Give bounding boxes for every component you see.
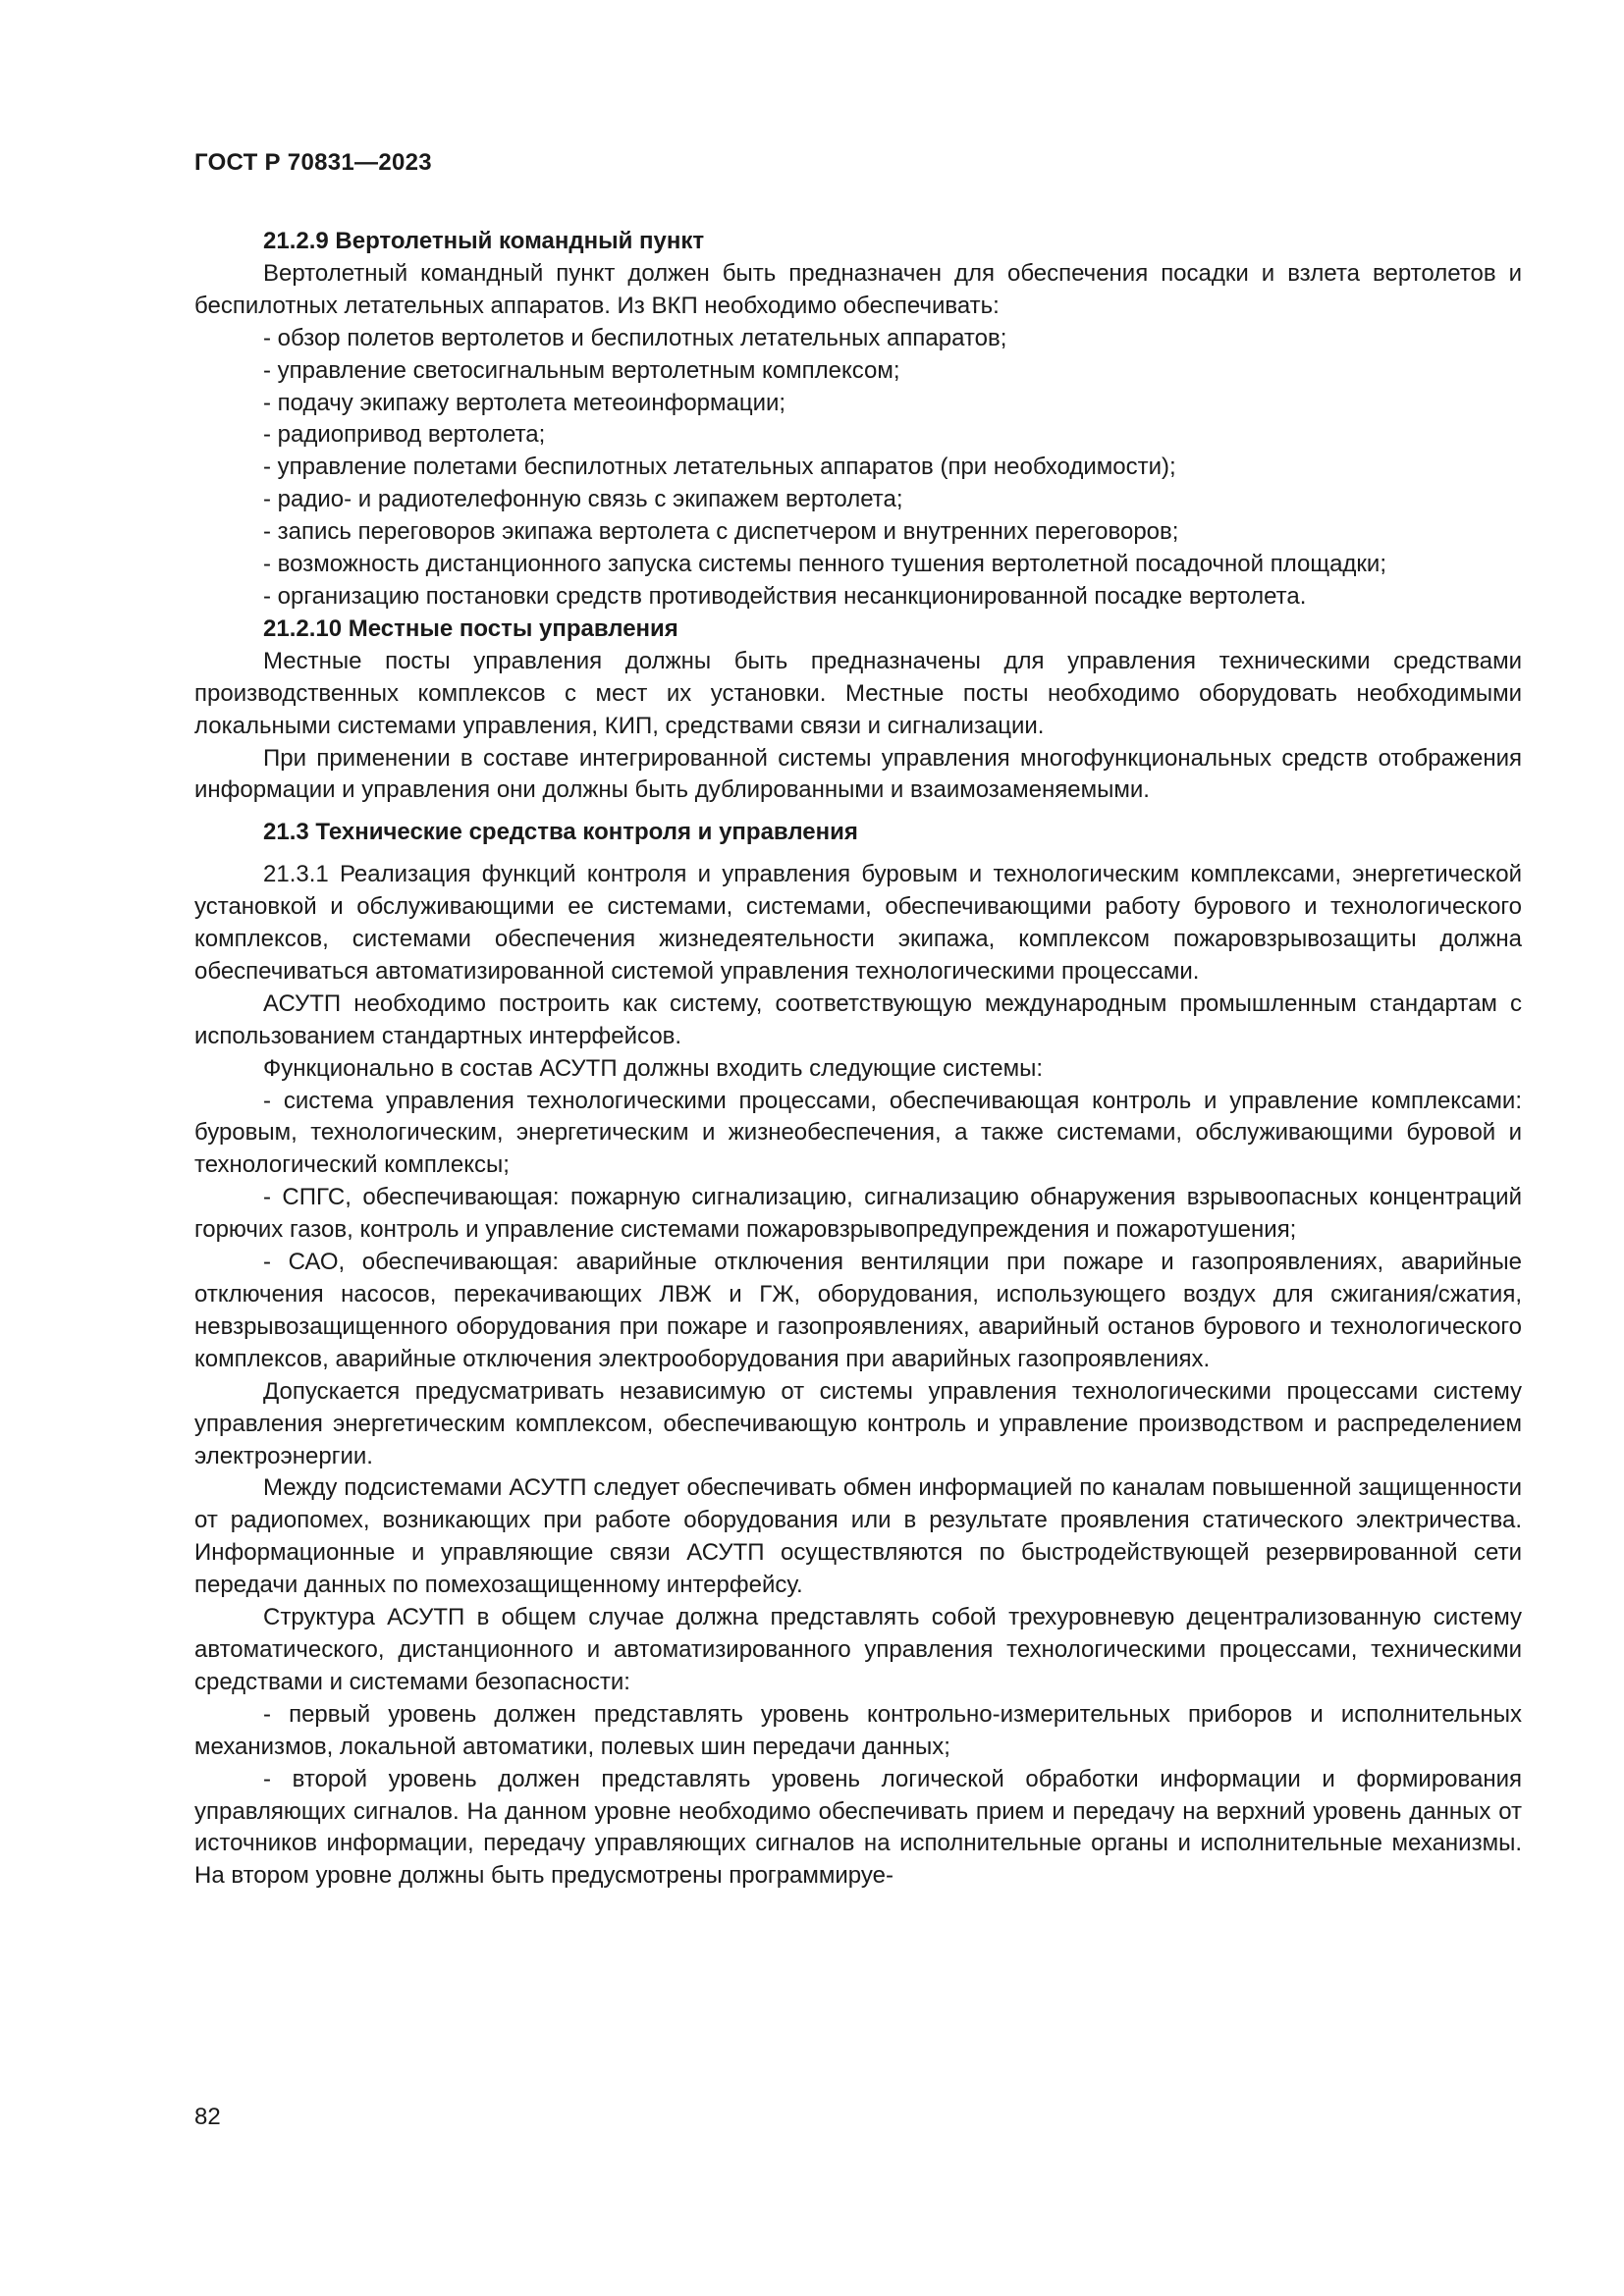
paragraph: При применении в составе интегрированной системы управления многофункциональных средств отображения информации и управления они должны быть дублированными и взаимозаменяемыми. bbox=[194, 744, 1522, 804]
paragraph: 21.3.1 Реализация функций контроля и управления буровым и технологическим комплексами, энергетической установкой и обслуживающими ее системами, системами, обеспечивающими работу бурового и технологического комплексов, системами обеспечения жизнедеятельности экипажа, комплексом пожаровзрывозащиты должна обеспечиваться автоматизированной системой управления технологическими процессами. bbox=[194, 861, 1522, 985]
document-body bbox=[194, 226, 1522, 1893]
list-item: - САО, обеспечивающая: аварийные отключения вентиляции при пожаре и газопроявлениях, аварийные отключения насосов, перекачивающих ЛВЖ и ГЖ, оборудования, использующего воздух для сжигания/сжатия, невзрывозащищенного оборудования при пожаре и газопроявлениях, аварийный останов бурового и технологического комплексов, аварийные отключения электрооборудования при аварийных газопроявлениях. bbox=[194, 1249, 1522, 1372]
page-number: 82 bbox=[194, 2104, 221, 2130]
list-item: - возможность дистанционного запуска системы пенного тушения вертолетной посадочной площадки; bbox=[263, 551, 1386, 578]
list-item: - управление светосигнальным вертолетным комплексом; bbox=[263, 356, 900, 384]
list-item: - СПГС, обеспечивающая: пожарную сигнализацию, сигнализацию обнаружения взрывоопасных концентраций горючих газов, контроль и управление системами пожаровзрывопредупреждения и пожаротушения; bbox=[194, 1184, 1522, 1244]
paragraph: Местные посты управления должны быть предназначены для управления техническими средствами производственных комплексов с мест их установки. Местные посты необходимо оборудовать необходимыми локальными системами управления, КИП, средствами связи и сигнализации. bbox=[194, 647, 1522, 739]
list-item: - запись переговоров экипажа вертолета с диспетчером и внутренних переговоров; bbox=[263, 518, 1179, 546]
list-item: - организацию постановки средств противодействия несанкционированной посадке вертолета. bbox=[263, 582, 1307, 610]
list-item: - радио- и радиотелефонную связь с экипажем вертолета; bbox=[263, 486, 903, 513]
paragraph: Допускается предусматривать независимую от системы управления технологическими процессами систему управления энергетическим комплексом, обеспечивающую контроль и управление производством и распределением электроэнергии. bbox=[194, 1377, 1522, 1469]
list-item: - система управления технологическими процессами, обеспечивающая контроль и управление комплексами: буровым, технологическим, энергетическим и жизнеобеспечения, а также системами, обслуживающими буровой и технологический комплексы; bbox=[194, 1087, 1522, 1179]
section-heading-21-2-9: 21.2.9 Вертолетный командный пункт bbox=[263, 228, 705, 254]
paragraph: Структура АСУТП в общем случае должна представлять собой трехуровневую децентрализованную систему автоматического, дистанционного и автоматизированного управления технологическими процессами, техническими средствами и системами безопасности: bbox=[194, 1604, 1522, 1695]
paragraph: Вертолетный командный пункт должен быть предназначен для обеспечения посадки и взлета вертолетов и беспилотных летательных аппаратов. Из ВКП необходимо обеспечивать: bbox=[194, 259, 1522, 319]
paragraph: Между подсистемами АСУТП следует обеспечивать обмен информацией по каналам повышенной защищенности от радиопомех, возникающих при работе оборудования или в результате проявления статического электричества. Информационные и управляющие связи АСУТП осуществляются по быстродействующей резервированной сети передачи данных по помехозащищенному интерфейсу. bbox=[194, 1474, 1522, 1599]
list-item: - первый уровень должен представлять уровень контрольно-измерительных приборов и исполнительных механизмов, локальной автоматики, полевых шин передачи данных; bbox=[194, 1700, 1522, 1760]
list-item: - управление полетами беспилотных летательных аппаратов (при необходимости); bbox=[263, 454, 1176, 481]
section-heading-21-3: 21.3 Технические средства контроля и управления bbox=[263, 819, 858, 846]
list-item: - обзор полетов вертолетов и беспилотных летательных аппаратов; bbox=[263, 324, 1007, 351]
list-item: - радиопривод вертолета; bbox=[263, 421, 546, 449]
list-item: - второй уровень должен представлять уровень логической обработки информации и формирования управляющих сигналов. На данном уровне необходимо обеспечивать прием и передачу на верхний уровень данных от источников информации, передачу управляющих сигналов на исполнительные органы и исполнительные механизмы. На втором уровне должны быть предусмотрены программируе- bbox=[194, 1765, 1522, 1890]
list-item: - подачу экипажу вертолета метеоинформации; bbox=[263, 389, 786, 416]
paragraph: Функционально в состав АСУТП должны входить следующие системы: bbox=[263, 1054, 1044, 1082]
section-heading-21-2-10: 21.2.10 Местные посты управления bbox=[263, 614, 678, 642]
standard-header: ГОСТ Р 70831—2023 bbox=[194, 149, 432, 176]
paragraph: АСУТП необходимо построить как систему, соответствующую международным промышленным стандартам с использованием стандартных интерфейсов. bbox=[194, 989, 1522, 1049]
